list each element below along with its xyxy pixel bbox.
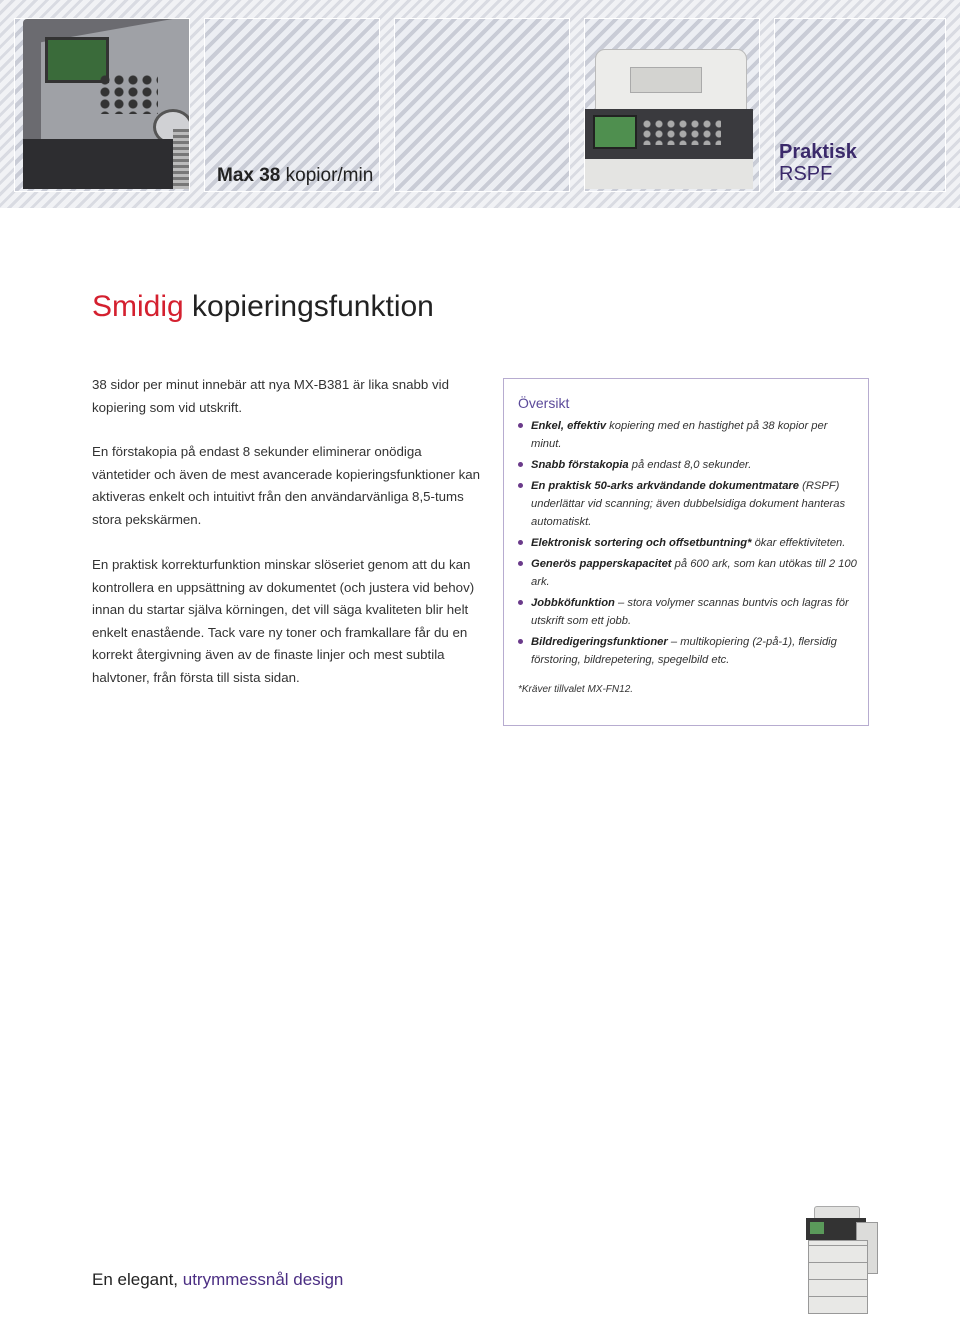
speed-caption: Max 38 kopior/min xyxy=(217,165,374,186)
overview-title: Översikt xyxy=(518,395,570,411)
overview-box xyxy=(503,378,869,726)
list-item: Elektronisk sortering och offsetbuntning* ökar effektiviteten. xyxy=(518,534,858,552)
copier-rspf-image xyxy=(585,49,755,189)
list-item: Bildredigeringsfunktioner – multikopiering (2-på-1), flersidig förstoring, bildrepetering, spegelbild etc. xyxy=(518,633,858,669)
body-paragraph-3: En praktisk korrekturfunktion minskar slöseriet genom att du kan kontrollera en uppsättning av dokumentet (och justera vid behov) innan du startar själva körningen, det vill säga kvaliteten blir helt enkelt enastående. Tack vare ny toner och framkallare får du en korrekt återgivning även av de finaste linjer och mest subtila halvtoner, från första till sista sidan. xyxy=(92,557,475,685)
rspf-caption-panel xyxy=(774,18,946,192)
body-paragraph-1: 38 sidor per minut innebär att nya MX-B381 är lika snabb vid kopiering som vid utskrift. xyxy=(92,377,449,415)
footnote: *Kräver tillvalet MX-FN12. xyxy=(518,684,634,695)
page-title: Smidig kopieringsfunktion xyxy=(92,290,434,323)
bullet-icon xyxy=(518,423,523,428)
copier-panel-photo xyxy=(14,18,190,192)
list-item: Enkel, effektiv kopiering med en hastighet på 38 kopior per minut. xyxy=(518,417,858,453)
bullet-icon xyxy=(518,540,523,545)
rspf-caption: Praktisk RSPF xyxy=(779,141,857,185)
overview-list xyxy=(518,417,858,672)
list-item: En praktisk 50-arks arkvändande dokumentmatare (RSPF) underlättar vid scanning; även dubbelsidiga dokument hanteras automatiskt. xyxy=(518,477,858,531)
copier-thumbnail-image xyxy=(800,1200,880,1315)
bullet-icon xyxy=(518,462,523,467)
header-band xyxy=(0,0,960,208)
bullet-icon xyxy=(518,600,523,605)
copier-rspf-photo xyxy=(584,18,760,192)
list-item: Jobbköfunktion – stora volymer scannas buntvis och lagras för utskrift som ett jobb. xyxy=(518,594,858,630)
body-paragraph-2: En förstakopia på endast 8 sekunder eliminerar onödiga väntetider och även de mest avancerade kopieringsfunktioner kan aktiveras enkelt och intuitivt från den användarvänliga 8,5-tums stora pekskärmen. xyxy=(92,444,481,527)
bullet-icon xyxy=(518,483,523,488)
bullet-icon xyxy=(518,639,523,644)
list-item: Snabb förstakopia på endast 8,0 sekunder. xyxy=(518,456,858,474)
speed-caption-panel xyxy=(204,18,380,192)
footer-heading: En elegant, utrymmessnål design xyxy=(92,1270,344,1289)
copier-control-panel-image xyxy=(23,19,190,189)
list-item: Generös papperskapacitet på 600 ark, som kan utökas till 2 100 ark. xyxy=(518,555,858,591)
bullet-icon xyxy=(518,561,523,566)
pattern-panel xyxy=(394,18,570,192)
